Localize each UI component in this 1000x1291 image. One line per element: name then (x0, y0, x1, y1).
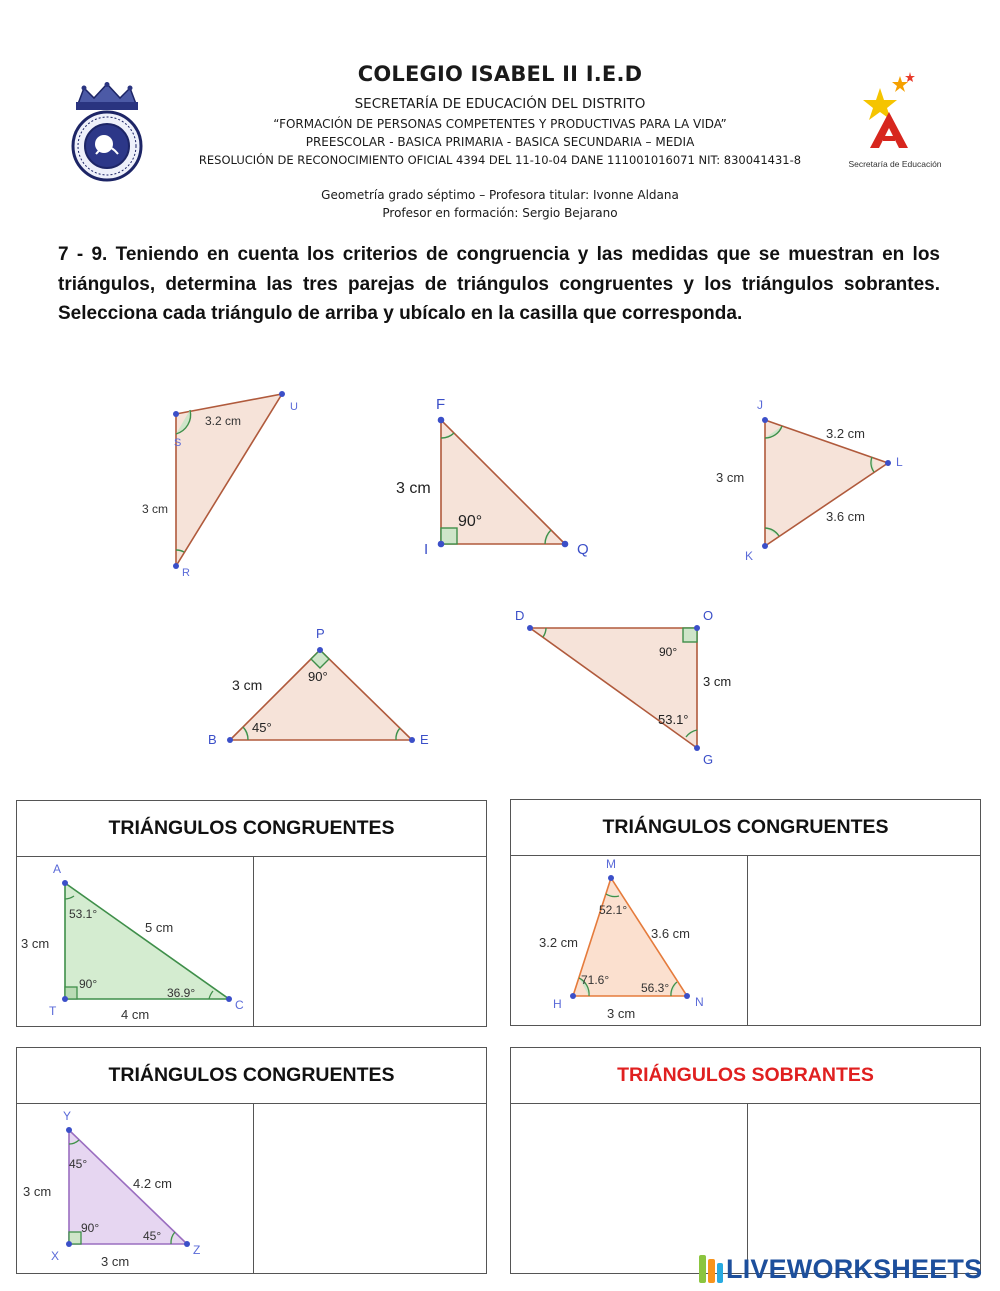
side-label: 3 cm (716, 470, 745, 485)
triangle-jlk[interactable] (716, 398, 903, 563)
side-label: 3.2 cm (205, 414, 242, 428)
vertex-label: P (316, 626, 325, 641)
vertex-label: T (49, 1004, 57, 1018)
drop-slot[interactable] (513, 1104, 745, 1272)
vertex-label: B (208, 732, 217, 747)
vertex-label: J (757, 398, 763, 412)
vertex-label: N (695, 995, 704, 1009)
header-line-2: “FORMACIÓN DE PERSONAS COMPETENTES Y PRODUCTIVAS PARA LA VIDA” (273, 117, 727, 131)
header-line-3: PREESCOLAR - BASICA PRIMARIA - BASICA SECUNDARIA – MEDIA (305, 135, 695, 149)
triangle-sur[interactable] (142, 391, 298, 579)
box-title: TRIÁNGULOS CONGRUENTES (17, 1048, 486, 1104)
drop-slot[interactable] (255, 1104, 485, 1272)
side-label: 3 cm (142, 502, 169, 516)
side-label: 3.6 cm (826, 509, 866, 524)
trainee-line: Profesor en formación: Sergio Bejarano (382, 206, 618, 220)
answer-box-leftover (510, 1047, 981, 1274)
angle-label: 53.1° (69, 907, 98, 921)
drop-slot[interactable] (749, 856, 979, 1024)
angle-label: 56.3° (641, 981, 670, 995)
vertex-label: F (436, 396, 446, 413)
box-title: TRIÁNGULOS SOBRANTES (511, 1048, 980, 1104)
side-label: 4 cm (121, 1007, 150, 1022)
vertex-label: D (515, 608, 525, 623)
vertex-label: K (745, 549, 754, 563)
side-label: 3 cm (21, 936, 50, 951)
vertex-label: X (51, 1249, 60, 1263)
vertex-label: C (235, 998, 244, 1012)
angle-label: 90° (659, 645, 678, 659)
side-label: 3 cm (101, 1254, 130, 1269)
side-label: 4.2 cm (133, 1176, 173, 1191)
vertex-label: G (703, 752, 714, 767)
box-divider (747, 1103, 748, 1273)
box-divider (747, 855, 748, 1025)
vertex-label: H (553, 997, 562, 1011)
vertex-label: U (290, 401, 298, 413)
answer-box-congruent-1 (16, 800, 487, 1027)
angle-label: 90° (458, 513, 483, 530)
angle-label: 90° (79, 977, 98, 991)
reference-triangle-yxz (17, 1104, 253, 1274)
draggable-triangles-area (0, 380, 1000, 780)
liveworksheets-icon (698, 1254, 724, 1284)
vertex-label: A (53, 862, 62, 876)
drop-slot[interactable] (749, 1104, 979, 1272)
vertex-label: I (424, 541, 429, 558)
vertex-label: S (174, 437, 182, 449)
reference-triangle-atc (17, 857, 253, 1027)
box-divider (253, 856, 254, 1026)
side-label: 3 cm (232, 677, 263, 693)
right-logo-caption: Secretaría de Educación (848, 159, 942, 169)
triangle-dog[interactable] (515, 608, 731, 767)
answer-box-congruent-3 (16, 1047, 487, 1274)
side-label: 3.2 cm (539, 935, 579, 950)
side-label: 5 cm (145, 920, 174, 935)
side-label: 3 cm (607, 1006, 636, 1021)
box-title: TRIÁNGULOS CONGRUENTES (17, 801, 486, 857)
angle-label: 45° (252, 720, 272, 735)
triangle-fiq[interactable] (396, 396, 589, 558)
angle-label: 71.6° (581, 973, 610, 987)
angle-label: 90° (81, 1221, 100, 1235)
side-label: 3.2 cm (826, 426, 866, 441)
triangle-pbe[interactable] (208, 626, 429, 747)
header-line-4: RESOLUCIÓN DE RECONOCIMIENTO OFICIAL 4394 DEL 11-10-04 DANE 111001016071 NIT: 830041431-8 (198, 153, 802, 167)
side-label: 3 cm (703, 674, 732, 689)
drop-slot[interactable] (255, 857, 485, 1025)
side-label: 3 cm (396, 480, 431, 497)
liveworksheets-brand (698, 1252, 982, 1286)
angle-label: 45° (69, 1157, 88, 1171)
angle-label: 45° (143, 1229, 162, 1243)
vertex-label: M (606, 857, 616, 871)
vertex-label: Q (577, 541, 589, 558)
brand-text: LIVEWORKSHEETS (726, 1253, 983, 1284)
box-divider (253, 1103, 254, 1273)
angle-label: 53.1° (658, 712, 689, 727)
reference-triangle-mhn (511, 856, 747, 1026)
course-line: Geometría grado séptimo – Profesora titular: Ivonne Aldana (321, 188, 679, 202)
vertex-label: Z (193, 1243, 201, 1257)
side-label: 3 cm (23, 1184, 52, 1199)
angle-label: 36.9° (167, 986, 196, 1000)
vertex-label: O (703, 608, 714, 623)
angle-label: 52.1° (599, 903, 628, 917)
instructions: 7 - 9. Teniendo en cuenta los criterios de congruencia y las medidas que se muestran en los triángulos, determina las tres parejas de triángulos congruentes y los triángulos sobrantes. Selecciona cada triángulo de arriba y ubícalo en la casilla que corresponda. (58, 244, 940, 324)
vertex-label: R (182, 567, 190, 579)
answer-box-congruent-2 (510, 799, 981, 1026)
header-line-1: SECRETARÍA DE EDUCACIÓN DEL DISTRITO (354, 96, 646, 112)
angle-label: 90° (308, 669, 328, 684)
school-name: COLEGIO ISABEL II I.E.D (357, 62, 643, 86)
side-label: 3.6 cm (651, 926, 691, 941)
box-title: TRIÁNGULOS CONGRUENTES (511, 800, 980, 856)
vertex-label: L (896, 455, 903, 469)
vertex-label: E (420, 732, 429, 747)
vertex-label: Y (63, 1109, 72, 1123)
